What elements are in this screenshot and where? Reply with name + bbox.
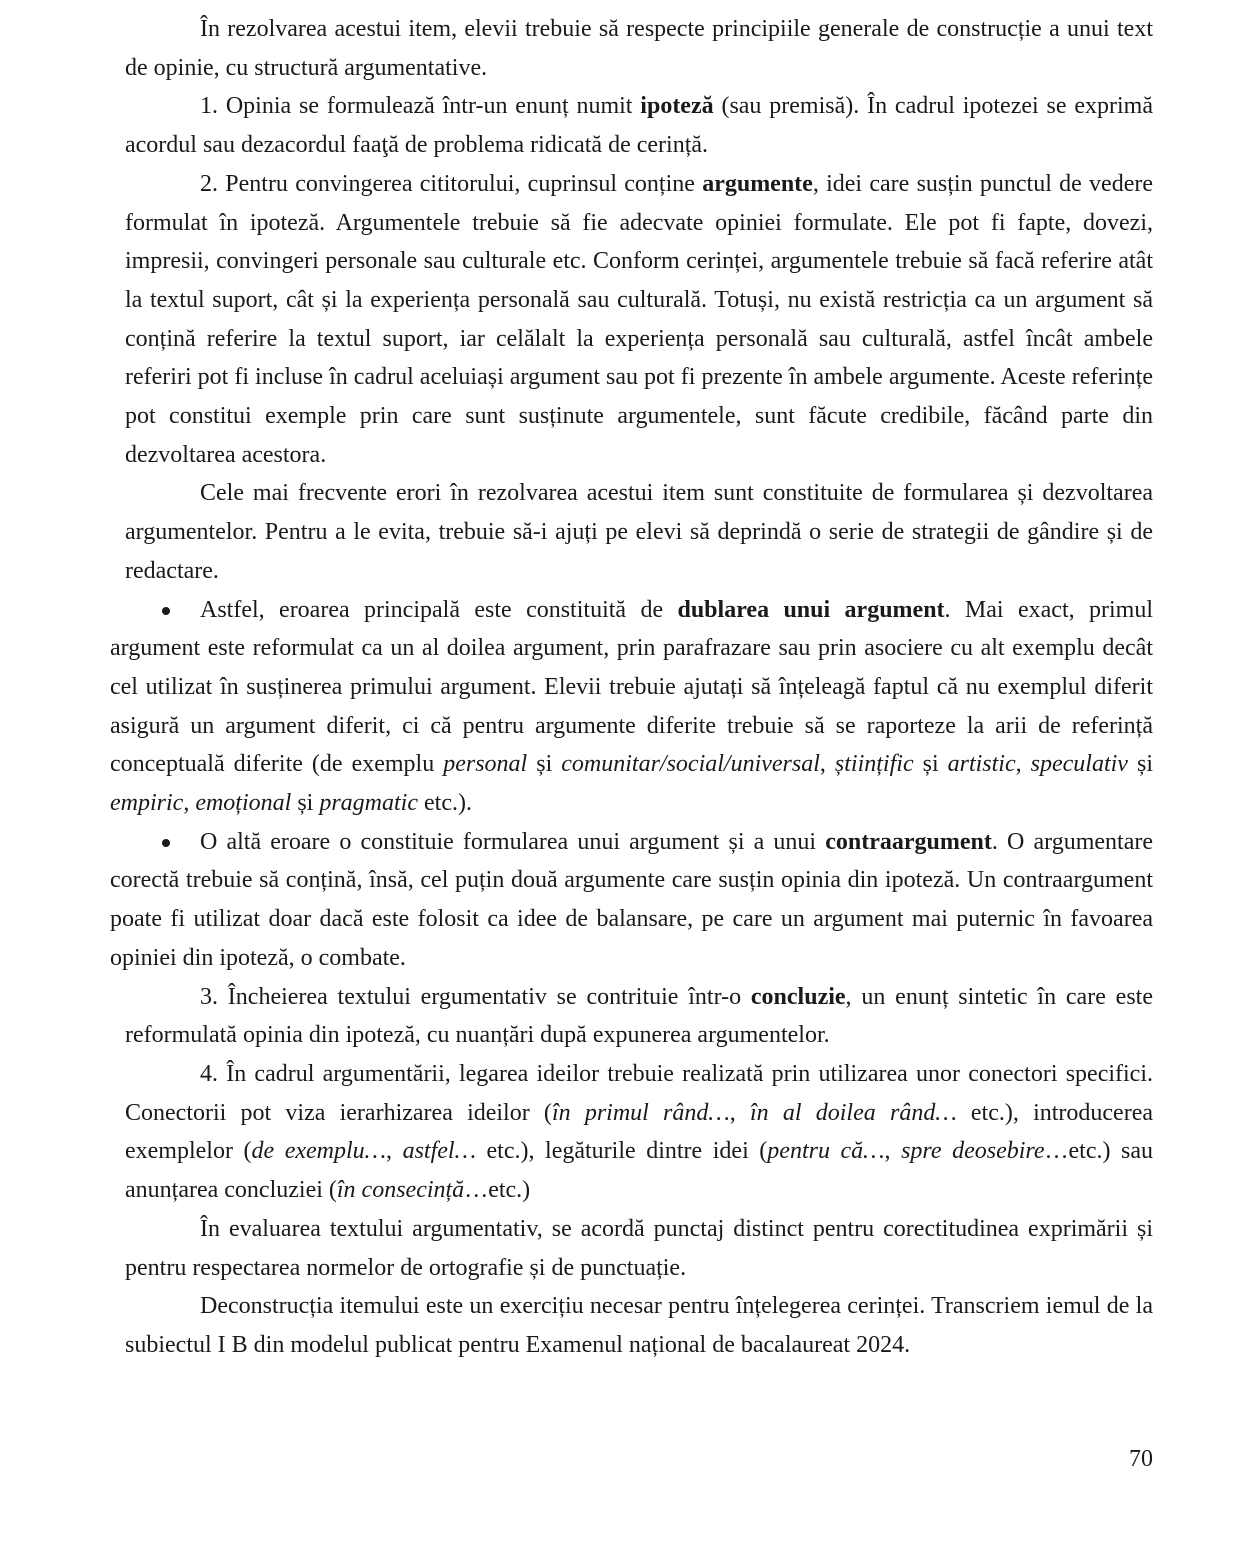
bullet-item-contraargument: O altă eroare o constituie formularea unui argument și a unui contraargument. O argumentare corectă trebuie să conțină, însă, cel puțin două argumente care susțin opinia din ipoteză. Un contraargument poate fi utilizat doar dacă este folosit ca idee de balansare, pe care un argument mai puternic în favoarea opiniei din ipoteză, o combate. xyxy=(0,823,1240,978)
paragraph-deconstruction: Deconstrucția itemului este un exercițiu necesar pentru înțelegerea cerinței. Transcriem iemul de la subiectul I B din modelul publicat pentru Examenul național de bacalaureat 2024. xyxy=(125,1293,1153,1358)
paragraph-intro: În rezolvarea acestui item, elevii trebuie să respecte principiile generale de construcție a unui text de opinie, cu structură argumentative. xyxy=(125,16,1153,81)
term-contraargument: contraargument xyxy=(825,828,992,855)
term-concluzie: concluzie xyxy=(750,983,846,1010)
term-argumente: argumente xyxy=(702,170,813,197)
bullet-icon xyxy=(162,591,174,630)
paragraph-point-4: 4. În cadrul argumentării, legarea ideilor trebuie realizată prin utilizarea unor conectori specifici. Conectorii pot viza ierarhizarea ideilor (în primul rând…, în al doilea rând… etc.), introducerea exemplelor (de exemplu…, astfel… etc.), legăturile dintre idei (pentru că…, spre deosebire…etc.) sau anunțarea concluziei (în consecință…etc.) xyxy=(125,1060,1154,1204)
paragraph-point-1: 1. Opinia se formulează într-un enunț numit ipoteză (sau premisă). În cadrul ipotezei se exprimă acordul sau dezacordul faaţă de problema ridicată de cerință. xyxy=(125,93,1153,159)
term-ipoteza: ipoteză xyxy=(640,93,714,120)
paragraph-point-2: 2. Pentru convingerea cititorului, cuprinsul conține argumente, idei care susțin punctul de vedere formulat în ipoteză. Argumentele trebuie să fie adecvate opiniei formulate. Ele pot fi fapte, dovezi, impresii, convingeri personale sau culturale etc. Conform cerinței, argumentele trebuie să facă referire atât la textul suport, cât și la experiența personală sau culturală. Totuși, nu există restricția ca un argument să conțină referire la textul suport, iar celălalt la experiența personală sau culturală, astfel încât ambele referiri pot fi incluse în cadrul aceluiași argument sau pot fi prezente în ambele argumente. Aceste referințe pot constitui exemple prin care sunt susținute argumentele, sunt făcute credibile, făcând parte din dezvoltarea acestora. xyxy=(125,170,1154,468)
term-dublarea: dublarea unui argument xyxy=(677,596,945,623)
bullet-item-dublare: Astfel, eroarea principală este constituită de dublarea unui argument. Mai exact, primul argument este reformulat ca un al doilea argument, prin parafrazare sau prin asociere cu alt exemplu decât cel utilizat în susținerea primului argument. Elevii trebuie ajutați să înțeleagă faptul că nu exemplul diferit asigură un argument diferit, ci că pentru argumente diferite trebuie să se raporteze la arii de referință conceptuală diferite (de exemplu personal și comunitar/social/universal, științific și artistic, speculativ și empiric, emoțional și pragmatic etc.). xyxy=(0,591,1240,823)
paragraph-errors: Cele mai frecvente erori în rezolvarea acestui item sunt constituite de formularea și dezvoltarea argumentelor. Pentru a le evita, trebuie să-i ajuți pe elevi să deprindă o serie de strategii de gândire și de redactare. xyxy=(125,480,1153,584)
page-number: 70 xyxy=(1129,1446,1153,1472)
document-page xyxy=(0,10,1240,1365)
bullet-icon xyxy=(162,823,174,862)
paragraph-evaluation: În evaluarea textului argumentativ, se acordă punctaj distinct pentru corectitudinea exprimării și pentru respectarea normelor de ortografie și de punctuație. xyxy=(125,1215,1153,1281)
paragraph-point-3: 3. Încheierea textului ergumentativ se contrituie într-o concluzie, un enunț sintetic în care este reformulată opinia din ipoteză, cu nuanțări după expunerea argumentelor. xyxy=(125,983,1153,1049)
